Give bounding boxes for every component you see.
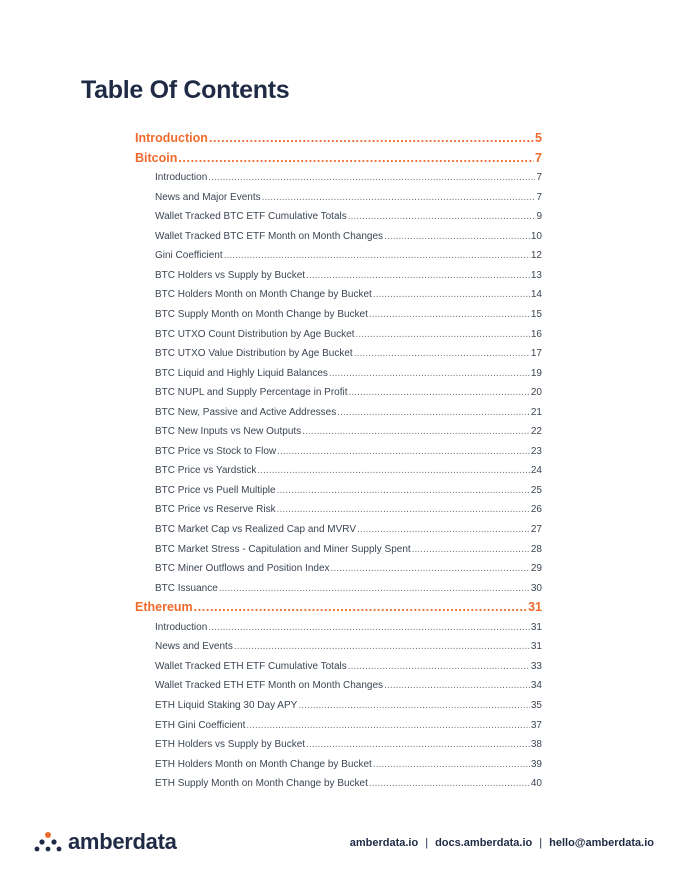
toc-entry[interactable] <box>155 211 542 222</box>
toc-page-number: 17 <box>530 348 542 360</box>
toc-page-number: 38 <box>530 739 542 751</box>
toc-entry[interactable] <box>155 583 542 594</box>
toc-entry-label: ETH Holders vs Supply by Bucket <box>155 739 306 751</box>
toc-page-number: 37 <box>530 719 542 731</box>
toc-page-number: 35 <box>530 699 542 711</box>
logo-text: amberdata <box>68 829 177 854</box>
website-link[interactable]: amberdata.io <box>349 837 419 849</box>
toc-page-number: 40 <box>530 778 542 790</box>
toc-entry-label: Introduction <box>135 131 208 145</box>
toc-page-number: 24 <box>530 465 542 477</box>
toc-entry[interactable] <box>155 524 542 535</box>
toc-entry-label: Ethereum <box>135 600 193 615</box>
toc-entry-label: Wallet Tracked ETH ETF Month on Month Changes <box>155 680 384 692</box>
toc-entry[interactable] <box>155 250 542 261</box>
toc-dot-leader <box>208 172 535 183</box>
toc-dot-leader <box>348 211 536 222</box>
toc-page-number: 26 <box>530 504 542 516</box>
toc-entry-label: Introduction <box>155 621 208 633</box>
toc-entry[interactable] <box>155 720 542 731</box>
toc-entry-label: News and Major Events <box>155 191 261 203</box>
toc-entry-label: BTC Liquid and Highly Liquid Balances <box>155 367 328 379</box>
toc-page-number: 22 <box>530 426 542 438</box>
toc-entry[interactable] <box>155 192 542 203</box>
toc-page-number: 19 <box>530 367 542 379</box>
brand-logo[interactable] <box>34 829 177 855</box>
toc-dot-leader <box>369 778 530 789</box>
toc-page-number: 10 <box>530 230 542 242</box>
toc-page-number: 7 <box>536 191 542 203</box>
toc-entry-label: BTC Holders Month on Month Change by Bucket <box>155 289 372 301</box>
toc-entry[interactable] <box>155 563 542 574</box>
toc-page-number: 16 <box>530 328 542 340</box>
toc-page-number: 15 <box>530 308 542 320</box>
toc-entry-label: BTC New Inputs vs New Outputs <box>155 426 302 438</box>
toc-section-entry[interactable] <box>135 151 542 165</box>
toc-dot-leader <box>234 641 530 652</box>
toc-entry-label: BTC Price vs Reserve Risk <box>155 504 276 516</box>
toc-dot-leader <box>384 680 530 691</box>
toc-page-number: 31 <box>528 600 542 615</box>
toc-dot-leader <box>329 368 530 379</box>
toc-page-number: 31 <box>530 641 542 653</box>
toc-dot-leader <box>194 600 527 614</box>
toc-entry-label: Wallet Tracked BTC ETF Cumulative Totals <box>155 211 347 223</box>
toc-dot-leader <box>257 465 530 476</box>
toc-entry-label: Wallet Tracked ETH ETF Cumulative Totals <box>155 660 347 672</box>
toc-dot-leader <box>349 387 530 398</box>
toc-dot-leader <box>277 504 530 515</box>
toc-entry-label: ETH Supply Month on Month Change by Bucket <box>155 778 368 790</box>
toc-page-number: 21 <box>530 406 542 418</box>
toc-entry-label: Wallet Tracked BTC ETF Month on Month Changes <box>155 230 384 242</box>
toc-entry[interactable] <box>155 387 542 398</box>
toc-page-number: 5 <box>535 131 542 145</box>
toc-dot-leader <box>373 289 530 300</box>
toc-dot-leader <box>354 348 530 359</box>
toc-entry[interactable] <box>155 231 542 242</box>
toc-entry[interactable] <box>155 485 542 496</box>
toc-dot-leader <box>356 329 530 340</box>
toc-dot-leader <box>357 524 530 535</box>
email-link[interactable]: hello@amberdata.io <box>549 837 654 849</box>
toc-entry-label: BTC Miner Outflows and Position Index <box>155 563 330 575</box>
docs-link[interactable]: docs.amberdata.io <box>435 837 533 849</box>
toc-page-number: 28 <box>530 543 542 555</box>
toc-entry[interactable] <box>155 289 542 300</box>
toc-dot-leader <box>384 231 530 242</box>
toc-entry[interactable] <box>155 661 542 672</box>
toc-entry[interactable] <box>155 309 542 320</box>
toc-page-number: 39 <box>530 758 542 770</box>
toc-entry[interactable] <box>155 465 542 476</box>
toc-dot-leader <box>373 759 530 770</box>
toc-entry[interactable] <box>155 446 542 457</box>
toc-entry[interactable] <box>155 739 542 750</box>
toc-entry-label: BTC New, Passive and Active Addresses <box>155 406 337 418</box>
toc-page-number: 31 <box>530 621 542 633</box>
toc-page-number: 12 <box>530 250 542 262</box>
footer-separator: | <box>425 837 429 849</box>
toc-entry-label: BTC Supply Month on Month Change by Bucket <box>155 308 368 320</box>
toc-entry[interactable] <box>155 329 542 340</box>
toc-entry[interactable] <box>155 368 542 379</box>
footer-separator: | <box>539 837 543 849</box>
toc-entry-label: BTC UTXO Value Distribution by Age Bucket <box>155 348 353 360</box>
toc-dot-leader <box>331 563 530 574</box>
toc-dot-leader <box>262 192 536 203</box>
toc-dot-leader <box>178 151 534 165</box>
toc-page-number: 7 <box>536 172 542 184</box>
toc-dot-leader <box>369 309 530 320</box>
toc-entry[interactable] <box>155 680 542 691</box>
toc-dot-leader <box>306 270 530 281</box>
toc-dot-leader <box>208 622 530 633</box>
page-title: Table Of Contents <box>81 76 290 104</box>
toc-page-number: 9 <box>536 211 542 223</box>
toc-entry[interactable] <box>155 504 542 515</box>
toc-entry[interactable] <box>155 426 542 437</box>
toc-entry-label: Bitcoin <box>135 150 178 165</box>
toc-entry[interactable] <box>155 759 542 770</box>
toc-page-number: 13 <box>530 269 542 281</box>
toc-entry[interactable] <box>155 641 542 652</box>
toc-dot-leader <box>277 485 530 496</box>
toc-page-number: 14 <box>530 289 542 301</box>
toc-entry[interactable] <box>155 270 542 281</box>
toc-entry[interactable] <box>155 622 542 633</box>
toc-page-number: 23 <box>530 445 542 457</box>
toc-dot-leader <box>209 131 534 145</box>
toc-page-number: 27 <box>530 524 542 535</box>
toc-dot-leader <box>302 426 530 437</box>
toc-entry-label: BTC Price vs Puell Multiple <box>155 484 276 496</box>
toc-entry-label: BTC Issuance <box>155 582 218 594</box>
toc-entry-label: BTC UTXO Count Distribution by Age Bucket <box>155 328 355 340</box>
toc-entry-label: BTC Price vs Yardstick <box>155 465 257 477</box>
toc-page-number: 33 <box>530 660 542 672</box>
toc-page-number: 30 <box>530 582 542 594</box>
toc-entry-label: News and Events <box>155 641 233 653</box>
toc-entry[interactable] <box>155 700 542 711</box>
page-footer <box>0 825 680 861</box>
toc-dot-leader <box>337 407 530 418</box>
toc-entry-label: ETH Liquid Staking 30 Day APY <box>155 699 298 711</box>
toc-entry-label: BTC Market Cap vs Realized Cap and MVRV <box>155 524 357 535</box>
toc-dot-leader <box>224 250 530 261</box>
toc-section-entry[interactable] <box>135 131 542 145</box>
toc-entry[interactable] <box>155 778 542 789</box>
amberdata-logo-icon <box>34 831 62 853</box>
toc-entry[interactable] <box>155 407 542 418</box>
toc-section-entry[interactable] <box>135 600 542 614</box>
toc-entry-label: BTC Price vs Stock to Flow <box>155 445 277 457</box>
toc-dot-leader <box>306 739 530 750</box>
toc-entry[interactable] <box>155 348 542 359</box>
toc-dot-leader <box>219 583 530 594</box>
toc-dot-leader <box>277 446 530 457</box>
toc-page-number: 34 <box>530 680 542 692</box>
toc-page-number: 20 <box>530 387 542 399</box>
toc-dot-leader <box>298 700 530 711</box>
toc-entry-label: Gini Coefficient <box>155 250 223 262</box>
toc-dot-leader <box>412 544 530 555</box>
toc-page-number: 25 <box>530 484 542 496</box>
toc-entry-label: BTC NUPL and Supply Percentage in Profit <box>155 387 348 399</box>
toc-page-number: 7 <box>535 150 542 165</box>
toc-entry[interactable] <box>155 544 542 555</box>
toc-entry-label: ETH Holders Month on Month Change by Bucket <box>155 758 372 770</box>
toc-entry-label: BTC Holders vs Supply by Bucket <box>155 269 306 281</box>
toc-entry-label: Introduction <box>155 172 208 184</box>
toc-dot-leader <box>246 720 529 731</box>
toc-entry-label: ETH Gini Coefficient <box>155 719 246 731</box>
toc-page-number: 29 <box>530 563 542 575</box>
toc-entry[interactable] <box>155 172 542 183</box>
footer-links <box>350 837 654 849</box>
toc-dot-leader <box>348 661 530 672</box>
toc-entry-label: BTC Market Stress - Capitulation and Miner Supply Spent <box>155 543 411 555</box>
